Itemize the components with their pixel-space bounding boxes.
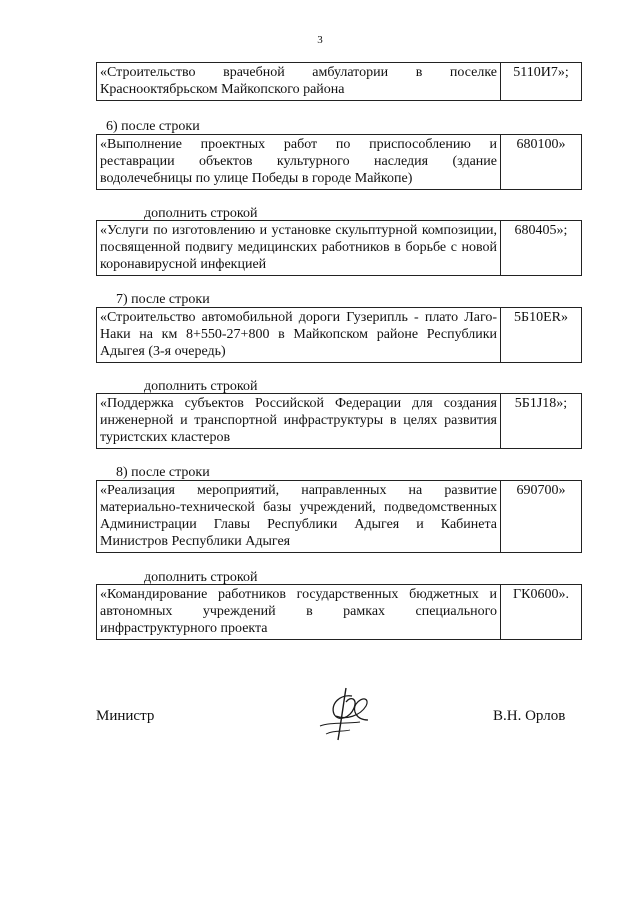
table-row bbox=[96, 393, 582, 449]
section-label: 8) после строки bbox=[116, 465, 210, 480]
row-name: «Строительство автомобильной дороги Гузерипль - плато Лаго-Наки на км 8+550-27+800 в Майкопском районе Республики Адыгея (3-я очередь) bbox=[97, 308, 501, 362]
table-row bbox=[96, 220, 582, 276]
row-name: «Услуги по изготовлению и установке скульптурной композиции, посвященной подвигу медицинских работников в борьбе с новой коронавирусной инфекцией bbox=[97, 221, 501, 275]
row-name: «Строительство врачебной амбулатории в поселке Краснооктябрьском Майкопского района bbox=[97, 63, 501, 100]
minister-name: В.Н. Орлов bbox=[493, 708, 566, 724]
table-row bbox=[96, 62, 582, 101]
row-code: 680100» bbox=[516, 137, 566, 152]
row-name: «Реализация мероприятий, направленных на развитие материально-технической базы учреждений, подведомственных Администрации Главы Республики Адыгея и Кабинета Министров Республики Адыгея bbox=[97, 481, 501, 552]
row-code: 5Б10ER» bbox=[514, 310, 568, 325]
minister-title: Министр bbox=[96, 708, 155, 724]
section-label: дополнить строкой bbox=[144, 206, 258, 221]
row-code: 5Б1J18»; bbox=[514, 396, 568, 411]
section-label: 7) после строки bbox=[116, 292, 210, 307]
table-row bbox=[96, 480, 582, 553]
row-name: «Выполнение проектных работ по приспособлению и реставрации объектов культурного наследия (здание водолечебницы по улице Победы в городе Майкопе) bbox=[97, 135, 501, 189]
row-name: «Поддержка субъектов Российской Федерации для создания инженерной и транспортной инфраструктуры в целях развития туристских кластеров bbox=[97, 394, 501, 448]
signature-icon bbox=[316, 686, 374, 742]
section-label: 6) после строки bbox=[106, 119, 200, 134]
row-code: ГК0600». bbox=[513, 587, 569, 602]
section-label: дополнить строкой bbox=[144, 570, 258, 585]
page-number: 3 bbox=[317, 34, 323, 46]
row-name: «Командирование работников государственных бюджетных и автономных учреждений в рамках специального инфраструктурного проекта bbox=[97, 585, 501, 639]
section-label: дополнить строкой bbox=[144, 379, 258, 394]
row-code: 5110И7»; bbox=[513, 65, 569, 80]
row-code: 680405»; bbox=[514, 223, 568, 238]
table-row bbox=[96, 584, 582, 640]
table-row bbox=[96, 307, 582, 363]
row-code: 690700» bbox=[516, 483, 566, 498]
table-row bbox=[96, 134, 582, 190]
